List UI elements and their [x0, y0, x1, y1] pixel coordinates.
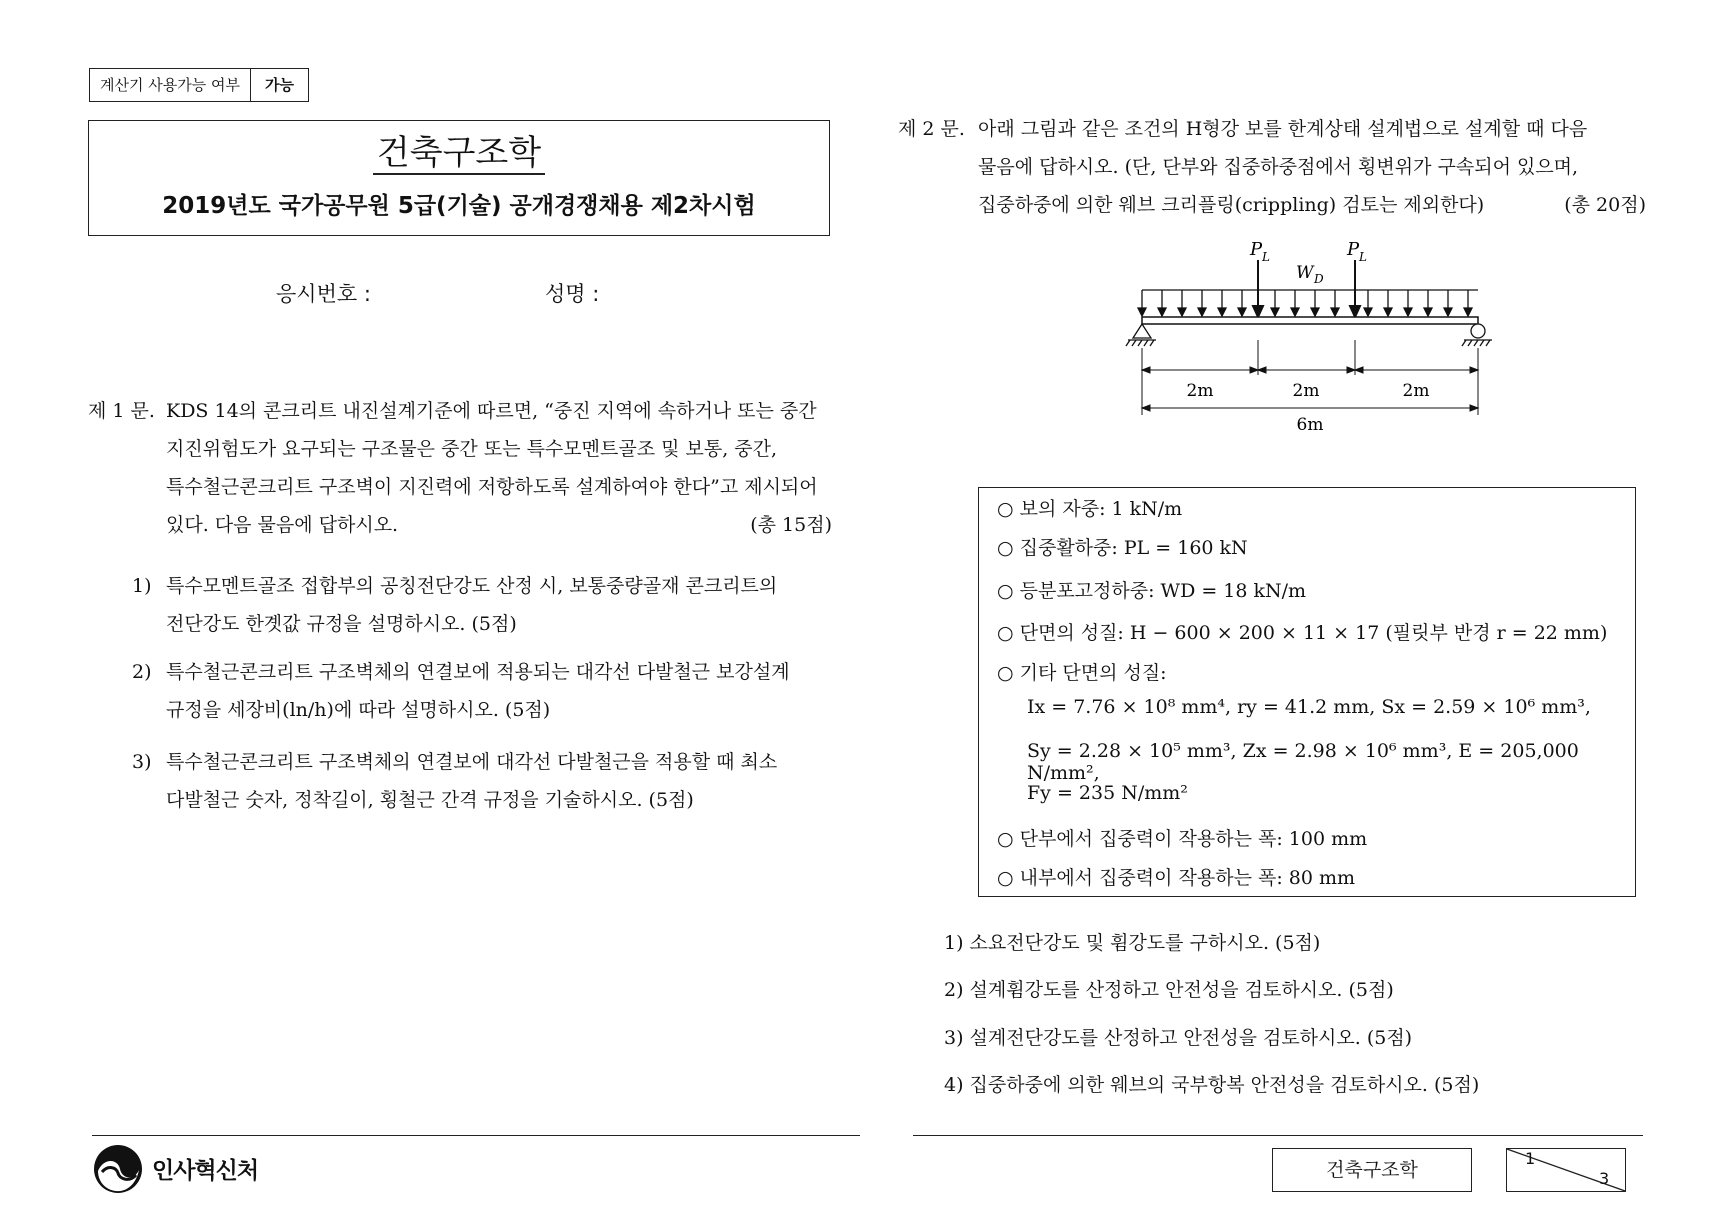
condition-item: ○ 내부에서 집중력이 작용하는 폭: 80 mm	[997, 867, 1356, 889]
page-counter-box	[1506, 1148, 1626, 1192]
dimension-label: 2m	[1402, 381, 1430, 401]
beam	[1142, 317, 1478, 324]
q1-sub-number: 1)	[132, 575, 152, 597]
q1-sub-3	[132, 743, 832, 819]
condition-item: ○ 보의 자중: 1 kN/m	[997, 498, 1183, 520]
condition-item: Fy = 235 N/mm²	[1027, 782, 1188, 804]
q2-points: (총 20점)	[1564, 194, 1646, 216]
agency-name: 인사혁신처	[152, 1158, 259, 1184]
q2-body	[978, 110, 1646, 224]
q1-line: 특수철근콘크리트 구조벽이 지진력에 저항하도록 설계하여야 한다”고 제시되어	[166, 476, 818, 498]
load-label-left: P	[1250, 239, 1263, 260]
q2-line: 집중하중에 의한 웨브 크리플링(crippling) 검토는 제외한다)	[978, 194, 1485, 216]
condition-item: ○ 기타 단면의 성질:	[997, 662, 1167, 684]
calculator-usage-box	[89, 68, 309, 102]
calculator-label: 계산기 사용가능 여부	[90, 69, 251, 101]
q1-points: (총 15점)	[750, 514, 832, 536]
load-label-right: P	[1347, 239, 1360, 260]
calculator-value: 가능	[264, 76, 294, 94]
dimension-lines	[1142, 340, 1478, 415]
page-total: 3	[1599, 1169, 1610, 1188]
q1-line: 지진위험도가 요구되는 구조물은 중간 또는 특수모멘트골조 및 보통, 중간,	[166, 438, 778, 460]
conditions-box	[978, 487, 1636, 897]
distributed-load-arrows	[1138, 290, 1478, 316]
dimension-label: 2m	[1292, 381, 1320, 401]
footer-rule-left	[92, 1135, 860, 1136]
footer-subject-box: 건축구조학	[1272, 1148, 1472, 1192]
load-label-left-sub: L	[1262, 250, 1270, 264]
condition-item: ○ 단부에서 집중력이 작용하는 폭: 100 mm	[997, 828, 1368, 850]
total-span-label: 6m	[1296, 415, 1324, 435]
q2-line: 아래 그림과 같은 조건의 H형강 보를 한계상태 설계법으로 설계할 때 다음	[978, 118, 1588, 140]
q2-sub-item: 1) 소요전단강도 및 휨강도를 구하시오. (5점)	[944, 932, 1321, 954]
q2-sub-item: 2) 설계휨강도를 산정하고 안전성을 검토하시오. (5점)	[944, 979, 1394, 1001]
q1-sub-number: 3)	[132, 751, 152, 773]
condition-item: Sy = 2.28 × 10⁵ mm³, Zx = 2.98 × 10⁶ mm³, E = 205,000 N/mm²,	[1027, 740, 1579, 784]
q1-sub-number: 2)	[132, 661, 152, 683]
q1-sub-line: 특수철근콘크리트 구조벽체의 연결보에 적용되는 대각선 다발철근 보강설계	[166, 661, 790, 683]
q2-sub-item: 4) 집중하중에 의한 웨브의 국부항복 안전성을 검토하시오. (5점)	[944, 1074, 1480, 1096]
condition-item: ○ 단면의 성질: H − 600 × 200 × 11 × 17 (필릿부 반경 r = 22 mm)	[997, 622, 1608, 644]
distributed-load-label: W	[1296, 263, 1314, 283]
beam-diagram	[1100, 230, 1500, 440]
q1-sub-2	[132, 653, 832, 729]
exam-title: 2019년도 국가공무원 5급(기술) 공개경쟁채용 제2차시험	[162, 193, 756, 219]
roller-support	[1462, 324, 1492, 346]
q1-label: 제 1 문.	[88, 400, 155, 422]
condition-item: ○ 등분포고정하중: WD = 18 kN/m	[997, 580, 1307, 602]
applicant-number-label: 응시번호 :	[276, 282, 371, 306]
condition-item: ○ 집중활하중: PL = 160 kN	[997, 537, 1248, 559]
q1-sub-line: 다발철근 숫자, 정착길이, 횡철근 간격 규정을 기술하시오. (5점)	[166, 789, 694, 811]
page-number: 1	[1525, 1149, 1536, 1168]
q2-sub-item: 3) 설계전단강도를 산정하고 안전성을 검토하시오. (5점)	[944, 1027, 1413, 1049]
q1-line: 있다. 다음 물음에 답하시오.	[166, 514, 399, 536]
q1-line: KDS 14의 콘크리트 내진설계기준에 따르면, “중진 지역에 속하거나 또는 중간	[166, 400, 817, 422]
q2-line: 물음에 답하시오. (단, 단부와 집중하중점에서 횡변위가 구속되어 있으며,	[978, 156, 1579, 178]
pin-support	[1126, 324, 1156, 346]
q2-label: 제 2 문.	[898, 118, 965, 140]
footer-rule-right	[913, 1135, 1643, 1136]
name-label: 성명 :	[545, 282, 600, 306]
dimension-label: 2m	[1186, 381, 1214, 401]
q1-sub-line: 전단강도 한곗값 규정을 설명하시오. (5점)	[166, 613, 517, 635]
distributed-load-label-sub: D	[1314, 272, 1324, 286]
condition-item: Ix = 7.76 × 10⁸ mm⁴, ry = 41.2 mm, Sx = 2.59 × 10⁶ mm³,	[1027, 696, 1591, 718]
q1-sub-line: 특수철근콘크리트 구조벽체의 연결보에 대각선 다발철근을 적용할 때 최소	[166, 751, 778, 773]
q1-sub-line: 규정을 세장비(ln/h)에 따라 설명하시오. (5점)	[166, 699, 551, 721]
subject-title: 건축구조학	[373, 133, 545, 175]
government-emblem-icon	[92, 1143, 144, 1195]
q1-sub-1	[132, 567, 832, 643]
load-label-right-sub: L	[1359, 250, 1367, 264]
exam-title-box	[88, 120, 830, 236]
q1-body	[166, 392, 832, 544]
q1-sub-line: 특수모멘트골조 접합부의 공칭전단강도 산정 시, 보통중량골재 콘크리트의	[166, 575, 778, 597]
